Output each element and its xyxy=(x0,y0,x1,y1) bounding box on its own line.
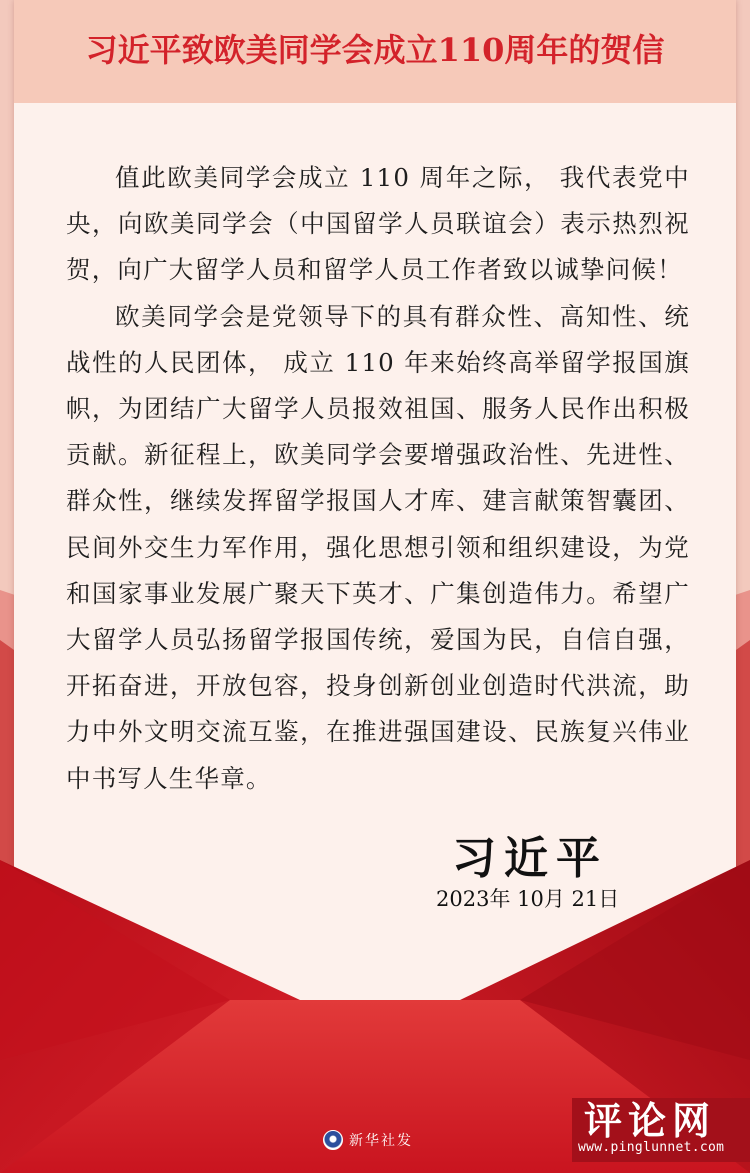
letter-paragraph: 欧美同学会是党领导下的具有群众性、高知性、统战性的人民团体， 成立 110 年来始终高举留学报国旗帜，为团结广大留学人员报效祖国、服务人民作出积极贡献。新征程上，欧美同学会要增强政治性、先进性、群众性，继续发挥留学报国人才库、建言献策智囊团、民间外交生力军作用，强化思想引领和组织建设，为党和国家事业发展广聚天下英才、广集创造伟力。希望广大留学人员弘扬留学报国传统，爱国为民，自信自强，开拓奋进，开放包容，投身创新创业创造时代洪流，助力中外文明交流互鉴，在推进强国建设、民族复兴伟业中书写人生华章。 xyxy=(66,301,690,793)
letter-date: 2023年 10月 21日 xyxy=(436,887,620,911)
letter-paragraph: 值此欧美同学会成立 110 周年之际， 我代表党中央，向欧美同学会（中国留学人员联谊会）表示热烈祝贺，向广大留学人员和留学人员工作者致以诚挚问候！ xyxy=(66,163,690,285)
footer-source-label: 新华社发 xyxy=(349,1133,413,1149)
watermark-title: 评论网 xyxy=(584,1098,717,1143)
footer-source xyxy=(323,1130,413,1150)
watermark xyxy=(572,1098,750,1162)
page-title: 习近平致欧美同学会成立110周年的贺信 xyxy=(85,31,665,69)
xinhua-logo-icon xyxy=(323,1130,343,1150)
watermark-url: www.pinglunnet.com xyxy=(578,1140,725,1155)
signature: 习近平 xyxy=(452,833,608,884)
